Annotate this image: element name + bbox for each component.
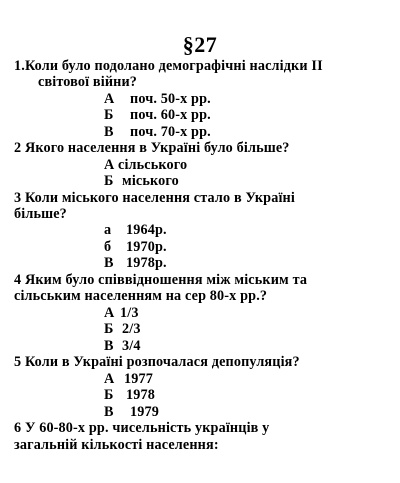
option-text: міського (122, 173, 179, 189)
question-1-option-a (104, 91, 211, 108)
option-marker: Б (104, 107, 114, 123)
question-5-line-1: 5 Коли в Україні розпочалася депопуляція? (14, 354, 300, 370)
option-marker: Б (104, 387, 114, 403)
option-text: 1979 (130, 404, 159, 420)
option-text: поч. 60-х рр. (130, 107, 211, 123)
question-6-line-1: 6 У 60-80-х рр. чисельність українців у (14, 420, 270, 436)
question-4-option-a (104, 305, 139, 322)
question-3-option-a (104, 222, 167, 239)
question-2-option-b (104, 173, 179, 190)
option-text: 1970р. (126, 239, 167, 255)
question-3-line-2: більше? (14, 206, 67, 222)
section-heading: §27 (182, 32, 218, 57)
question-5-option-c (104, 404, 159, 421)
question-6-line-2: загальній кількості населення: (14, 437, 219, 453)
option-marker: б (104, 239, 112, 255)
question-4-option-b (104, 321, 141, 338)
question-3-option-c (104, 255, 167, 272)
question-4-line-1: 4 Яким було співвідношення між міським та (14, 272, 308, 288)
option-marker: Б (104, 321, 114, 337)
option-text: 2/3 (122, 321, 141, 337)
question-1-option-c (104, 124, 211, 141)
question-2-option-a (104, 157, 187, 174)
option-text: 3/4 (122, 338, 141, 354)
option-marker: А (104, 371, 115, 387)
option-marker: А (104, 305, 115, 321)
option-text: сільського (118, 157, 188, 173)
option-text: поч. 70-х рр. (130, 124, 211, 140)
option-text: поч. 50-х рр. (130, 91, 211, 107)
question-4-line-2: сільським населенням на сер 80-х рр.? (14, 288, 268, 304)
option-text: 1978 (126, 387, 155, 403)
question-5-option-a (104, 371, 153, 388)
option-text: 1/3 (120, 305, 139, 321)
option-text: 1977 (124, 371, 153, 387)
option-marker: В (104, 124, 114, 140)
question-1-line-1: 1.Коли було подолано демографічні наслідки ІІ (14, 58, 323, 74)
question-1-option-b (104, 107, 211, 124)
question-5-option-b (104, 387, 155, 404)
question-3-option-b (104, 239, 167, 256)
question-1-line-2: світової війни? (38, 74, 138, 90)
option-marker: В (104, 338, 114, 354)
option-marker: Б (104, 173, 114, 189)
option-marker: В (104, 255, 114, 271)
question-4-option-c (104, 338, 141, 355)
question-2-line-1: 2 Якого населення в Україні було більше? (14, 140, 290, 156)
option-marker: А (104, 91, 115, 107)
option-marker: В (104, 404, 114, 420)
question-3-line-1: 3 Коли міського населення стало в Україні (14, 190, 295, 206)
option-marker: а (104, 222, 112, 238)
option-marker: А (104, 157, 115, 173)
option-text: 1978р. (126, 255, 167, 271)
option-text: 1964р. (126, 222, 167, 238)
